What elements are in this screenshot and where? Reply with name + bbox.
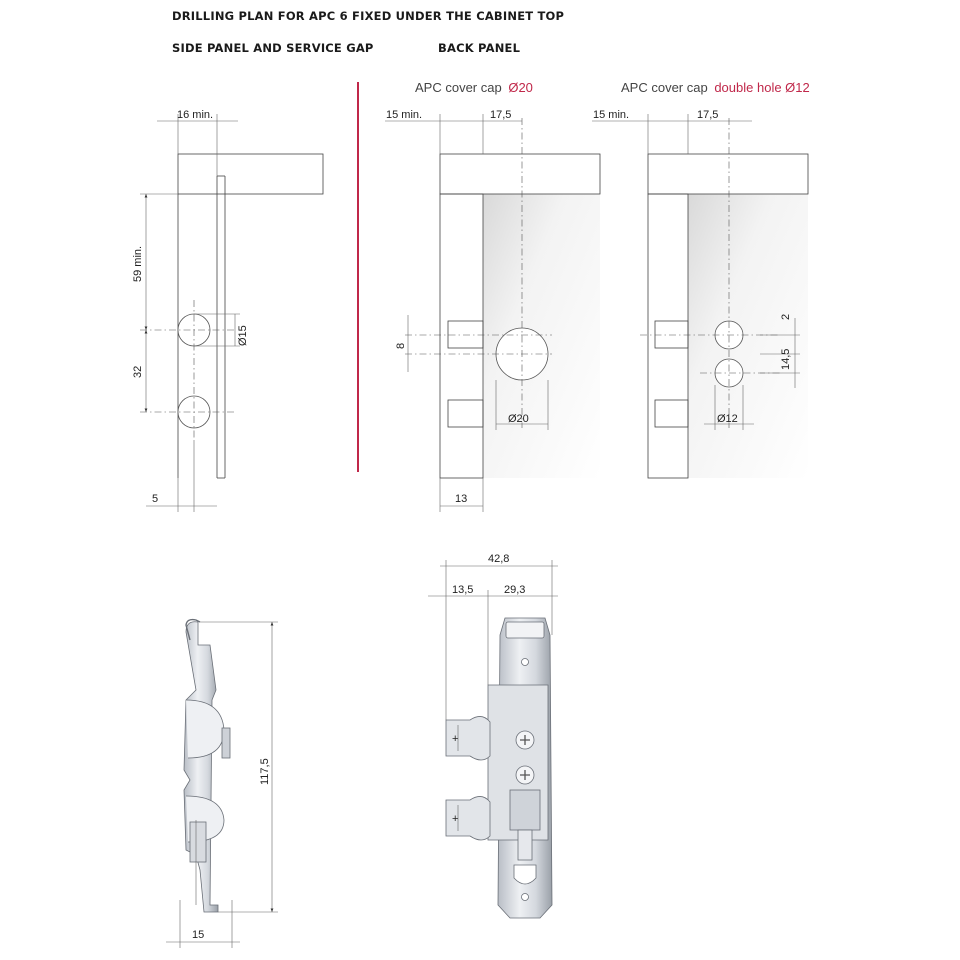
back-panel-view-double [592,80,810,478]
svg-text:APC cover cap Ø20 [415,80,533,95]
back1-edge-min-label: 15 min. [386,109,423,121]
back-panel-heading: BACK PANEL [438,41,521,55]
svg-text:+: + [452,733,459,745]
fitting-right-width-label: 29,3 [504,584,526,596]
fitting-depth-label: 15 [192,929,205,941]
fitting-total-width-label: 42,8 [488,553,510,565]
back2-hole-pitch-label: 14,5 [780,348,792,370]
side-hole-diameter-label: Ø15 [237,325,249,346]
cover-cap-size-1: Ø20 [508,80,533,95]
fitting-height-label: 117,5 [259,758,271,785]
back1-hole-diameter-label: Ø20 [508,413,529,425]
cover-cap-caption-2: APC cover cap [621,80,708,95]
side-edge-offset-label: 5 [152,493,159,505]
page-title: DRILLING PLAN FOR APC 6 FIXED UNDER THE CABINET TOP [172,9,565,23]
back-panel-view-single [385,80,600,512]
fitting-left-width-label: 13,5 [452,584,474,596]
back1-panel-thickness-label: 13 [455,493,468,505]
back2-center-offset-label: 17,5 [697,109,719,121]
cover-cap-caption-1: APC cover cap [415,80,502,95]
back1-pitch-label: 8 [395,342,407,349]
cover-cap-size-2: double hole Ø12 [714,80,810,95]
side-gap-min-label: 16 min. [177,109,214,121]
back2-hole-diameter-label: Ø12 [717,413,738,425]
back1-center-offset-label: 17,5 [490,109,512,121]
back2-edge-min-label: 15 min. [593,109,630,121]
svg-text:+: + [452,813,459,825]
svg-text:APC cover cap double hol [621,80,810,95]
fitting-side-view [166,620,278,948]
side-panel-heading: SIDE PANEL AND SERVICE GAP [172,41,374,55]
back2-top-offset-label: 2 [780,313,792,320]
side-hole-pitch-label: 32 [132,365,144,378]
fitting-front-view [428,553,558,918]
side-vertical-min-label: 59 min. [132,245,144,282]
side-panel-view [132,109,323,512]
